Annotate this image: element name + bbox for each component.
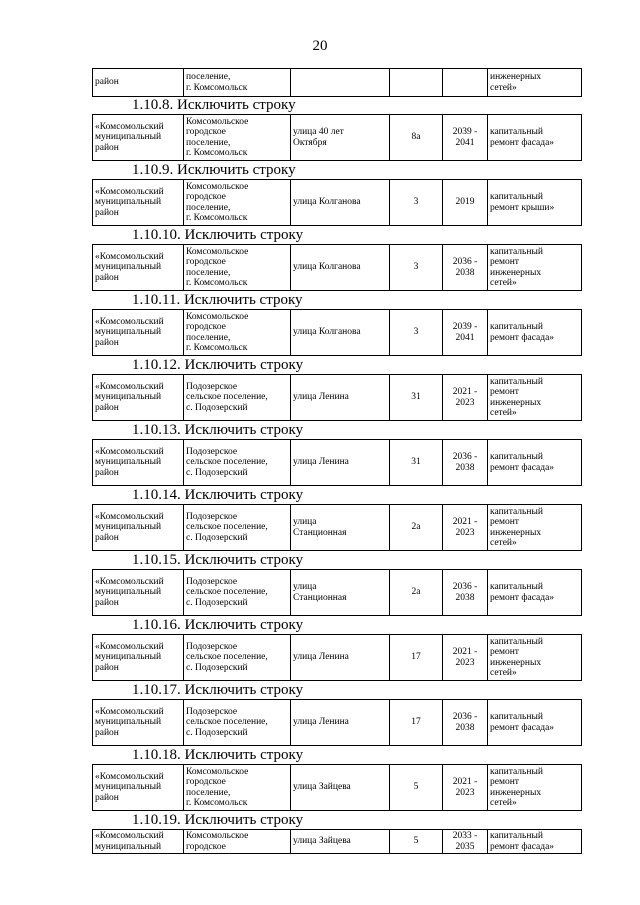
work-type-cell: капитальный ремонт инженерных сетей» <box>488 245 582 291</box>
table-row <box>92 829 582 854</box>
work-type-cell: капитальный ремонт фасада» <box>488 700 582 746</box>
district-cell: «Комсомольский муниципальный район <box>93 570 184 616</box>
period-cell: 2036 - 2038 <box>443 700 488 746</box>
district-cell: «Комсомольский муниципальный район <box>93 635 184 681</box>
district-cell: «Комсомольский муниципальный район <box>93 505 184 551</box>
table-row <box>92 634 582 681</box>
period-cell: 2021 - 2023 <box>443 505 488 551</box>
district-cell: «Комсомольский муниципальный район <box>93 180 184 226</box>
period-cell: 2036 - 2038 <box>443 245 488 291</box>
settlement-cell: Подозерское сельское поселение, с. Подозерский <box>184 440 291 486</box>
district-cell: «Комсомольский муниципальный район <box>93 700 184 746</box>
district-cell: «Комсомольский муниципальный район <box>93 245 184 291</box>
amendment-heading: 1.10.12. Исключить строку <box>132 357 304 373</box>
period-cell: 2039 - 2041 <box>443 310 488 356</box>
street-cell: улица 40 лет Октября <box>291 115 390 161</box>
amendment-heading: 1.10.15. Исключить строку <box>132 552 304 568</box>
house-cell: 5 <box>390 765 443 811</box>
street-cell: улица Ленина <box>291 635 390 681</box>
table-row <box>92 244 582 291</box>
house-cell: 3 <box>390 310 443 356</box>
table-row <box>92 179 582 226</box>
street-cell: улица Станционная <box>291 505 390 551</box>
work-type-cell: капитальный ремонт фасада» <box>488 310 582 356</box>
settlement-cell: Комсомольское городское поселение, г. Комсомольск <box>184 765 291 811</box>
table-row <box>92 569 582 616</box>
house-cell <box>390 69 443 97</box>
district-cell: «Комсомольский муниципальный район <box>93 440 184 486</box>
amendment-block <box>92 617 581 681</box>
table-row <box>92 504 582 551</box>
table-row <box>92 309 582 356</box>
house-cell: 17 <box>390 635 443 681</box>
settlement-cell: Подозерское сельское поселение, с. Подозерский <box>184 635 291 681</box>
top-table-row <box>92 68 582 97</box>
settlement-cell: Комсомольское городское поселение, г. Комсомольск <box>184 180 291 226</box>
street-cell: улица Ленина <box>291 700 390 746</box>
page-number: 20 <box>312 38 328 54</box>
period-cell <box>443 69 488 97</box>
settlement-cell: Подозерское сельское поселение, с. Подозерский <box>184 700 291 746</box>
house-cell: 5 <box>390 830 443 854</box>
amendment-block <box>92 812 581 854</box>
district-cell: район <box>93 69 184 97</box>
district-cell: «Комсомольский муниципальный район <box>93 765 184 811</box>
street-cell <box>291 69 390 97</box>
period-cell: 2033 - 2035 <box>443 830 488 854</box>
table-row <box>92 114 582 161</box>
table-row <box>92 699 582 746</box>
street-cell: улица Зайцева <box>291 830 390 854</box>
house-cell: 2а <box>390 505 443 551</box>
amendment-heading: 1.10.16. Исключить строку <box>132 617 304 633</box>
work-type-cell: капитальный ремонт инженерных сетей» <box>488 375 582 421</box>
house-cell: 8а <box>390 115 443 161</box>
table-row <box>92 374 582 421</box>
table-row <box>92 764 582 811</box>
settlement-cell: Подозерское сельское поселение, с. Подозерский <box>184 570 291 616</box>
work-type-cell: инженерных сетей» <box>488 69 582 97</box>
work-type-cell: капитальный ремонт фасада» <box>488 115 582 161</box>
house-cell: 31 <box>390 375 443 421</box>
period-cell: 2021 - 2023 <box>443 765 488 811</box>
amendment-heading: 1.10.14. Исключить строку <box>132 487 304 503</box>
amendment-heading: 1.10.8. Исключить строку <box>132 97 296 113</box>
amendment-heading: 1.10.18. Исключить строку <box>132 747 304 763</box>
amendment-block <box>92 97 581 161</box>
settlement-cell: Подозерское сельское поселение, с. Подозерский <box>184 375 291 421</box>
work-type-cell: капитальный ремонт инженерных сетей» <box>488 505 582 551</box>
amendment-heading: 1.10.11. Исключить строку <box>132 292 303 308</box>
street-cell: улица Колганова <box>291 310 390 356</box>
work-type-cell: капитальный ремонт крыши» <box>488 180 582 226</box>
period-cell: 2039 - 2041 <box>443 115 488 161</box>
street-cell: улица Ленина <box>291 440 390 486</box>
amendment-list <box>92 97 581 854</box>
period-cell: 2019 <box>443 180 488 226</box>
district-cell: «Комсомольский муниципальный район <box>93 115 184 161</box>
amendment-heading: 1.10.19. Исключить строку <box>132 812 304 828</box>
document-body <box>92 68 581 855</box>
work-type-cell: капитальный ремонт инженерных сетей» <box>488 765 582 811</box>
district-cell: «Комсомольский муниципальный <box>93 830 184 854</box>
work-type-cell: капитальный ремонт фасада» <box>488 830 582 854</box>
amendment-block <box>92 292 581 356</box>
amendment-block <box>92 422 581 486</box>
district-cell: «Комсомольский муниципальный район <box>93 375 184 421</box>
settlement-cell: поселение, г. Комсомольск <box>184 69 291 97</box>
house-cell: 17 <box>390 700 443 746</box>
settlement-cell: Подозерское сельское поселение, с. Подозерский <box>184 505 291 551</box>
work-type-cell: капитальный ремонт инженерных сетей» <box>488 635 582 681</box>
period-cell: 2021 - 2023 <box>443 375 488 421</box>
house-cell: 2а <box>390 570 443 616</box>
period-cell: 2036 - 2038 <box>443 570 488 616</box>
amendment-block <box>92 162 581 226</box>
amendment-heading: 1.10.9. Исключить строку <box>132 162 296 178</box>
house-cell: 31 <box>390 440 443 486</box>
amendment-block <box>92 747 581 811</box>
work-type-cell: капитальный ремонт фасада» <box>488 440 582 486</box>
house-cell: 3 <box>390 180 443 226</box>
street-cell: улица Колганова <box>291 180 390 226</box>
amendment-block <box>92 487 581 551</box>
settlement-cell: Комсомольское городское поселение, г. Комсомольск <box>184 310 291 356</box>
amendment-heading: 1.10.13. Исключить строку <box>132 422 304 438</box>
street-cell: улица Зайцева <box>291 765 390 811</box>
amendment-block <box>92 552 581 616</box>
street-cell: улица Ленина <box>291 375 390 421</box>
amendment-block <box>92 357 581 421</box>
period-cell: 2021 - 2023 <box>443 635 488 681</box>
district-cell: «Комсомольский муниципальный район <box>93 310 184 356</box>
settlement-cell: Комсомольское городское <box>184 830 291 854</box>
street-cell: улица Колганова <box>291 245 390 291</box>
table-row <box>92 439 582 486</box>
amendment-block <box>92 682 581 746</box>
settlement-cell: Комсомольское городское поселение, г. Комсомольск <box>184 115 291 161</box>
amendment-heading: 1.10.10. Исключить строку <box>132 227 304 243</box>
settlement-cell: Комсомольское городское поселение, г. Комсомольск <box>184 245 291 291</box>
amendment-heading: 1.10.17. Исключить строку <box>132 682 304 698</box>
house-cell: 3 <box>390 245 443 291</box>
period-cell: 2036 - 2038 <box>443 440 488 486</box>
work-type-cell: капитальный ремонт фасада» <box>488 570 582 616</box>
amendment-block <box>92 227 581 291</box>
street-cell: улица Станционная <box>291 570 390 616</box>
